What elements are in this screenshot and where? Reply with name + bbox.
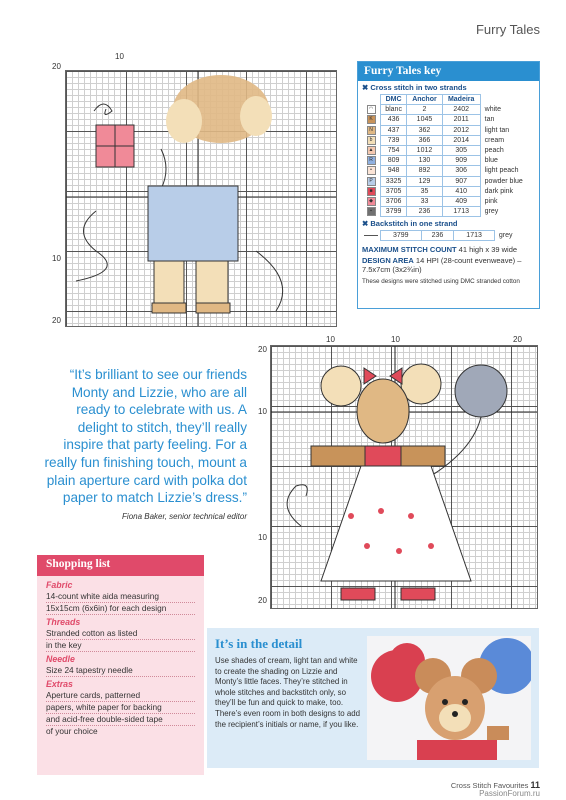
- table-row: ▪ 3799 236 1713 grey: [362, 207, 534, 217]
- chart2-tick-top-a: 10: [326, 335, 335, 344]
- chart2-tick-left-mid2: 10: [258, 533, 267, 542]
- shopping-list-title: Shopping list: [37, 555, 204, 576]
- backstitch-line-icon: [364, 235, 378, 236]
- extras-heading: Extras: [46, 679, 73, 689]
- key-table: [362, 94, 534, 217]
- table-row: 3799 236 1713 grey: [362, 231, 534, 241]
- cross-stitch-label: Cross stitch in two strands: [370, 83, 467, 92]
- table-row: • 948 892 306 light peach: [362, 166, 534, 176]
- thread-swatch-icon: R: [367, 156, 376, 165]
- table-row: b 739 366 2014 cream: [362, 135, 534, 145]
- key-title: Furry Tales key: [358, 62, 539, 81]
- backstitch-label: Backstitch in one strand: [370, 219, 458, 229]
- fabric-heading: Fabric: [46, 580, 73, 590]
- table-row: K 436 1045 2011 tan: [362, 115, 534, 125]
- shopping-list: Shopping list Fabric 14-count white aida measuring 15x15cm (6x6in) for each design Threads Stranded cotton as listed in the key Needle Size 24 tapestry needle Extras Aperture cards, patterned papers, white paper for backing and acid-free double-sided tape of your choice: [37, 555, 204, 775]
- detail-text: Use shades of cream, light tan and white to create the shading on Lizzie and Monty’s little faces. They’re stitched in whole stitches and backstitch only, so they’ll be fun and quick to make, too. There’s even room in both designs to add the recipient’s initials or name, if you like.: [215, 656, 361, 729]
- detail-panel: [207, 628, 539, 768]
- needle-heading: Needle: [46, 654, 75, 664]
- detail-title: It’s in the detail: [215, 636, 303, 651]
- thread-swatch-icon: P: [367, 177, 376, 186]
- chart1-tick-left-mid: 10: [52, 254, 61, 263]
- chart2-tick-top-c: 20: [513, 335, 522, 344]
- col-dmc: DMC: [381, 95, 407, 105]
- thread-swatch-icon: ◠: [367, 105, 376, 114]
- section-title: Furry Tales: [475, 22, 540, 37]
- lizzie-mouse-pattern: [271, 346, 537, 608]
- editor-quote: “It’s brilliant to see our friends Monty and Lizzie, who are all ready to celebrate with us. A delight to stitch, they’ll really inspire that party feeling. For a really fun finishing touch, mount a plain aperture card with polka dot paper to match Lizzie’s dress.”: [44, 367, 247, 506]
- design-area-value: 14 HPI (28-count evenweave) – 7.5x7cm (3x2¾in): [362, 256, 522, 275]
- cross-icon: ✖: [362, 83, 369, 92]
- thread-swatch-icon: •: [367, 166, 376, 175]
- max-stitch-value: 41 high x 39 wide: [458, 245, 518, 255]
- table-row: R 809 130 909 blue: [362, 156, 534, 166]
- thread-swatch-icon: ▲: [367, 146, 376, 155]
- stitched-photo: [367, 636, 531, 760]
- table-row: ▲ 754 1012 305 peach: [362, 145, 534, 155]
- chart2-tick-left-top: 20: [258, 345, 267, 354]
- table-row: ◆ 3706 33 409 pink: [362, 196, 534, 206]
- key-note: These designs were stitched using DMC stranded cotton: [362, 278, 520, 286]
- cross-icon: ✖: [362, 219, 369, 229]
- thread-swatch-icon: b: [367, 136, 376, 145]
- quote-credit: Fiona Baker, senior technical editor: [122, 512, 247, 521]
- chart1-tick-left-bot: 20: [52, 316, 61, 325]
- thread-swatch-icon: K: [367, 115, 376, 124]
- magazine-name: Cross Stitch Favourites: [450, 781, 529, 790]
- table-row: ■ 3705 35 410 dark pink: [362, 186, 534, 196]
- chart2-tick-left-mid: 10: [258, 407, 267, 416]
- stitched-mouse-image: [367, 636, 531, 760]
- watermark: PassionForum.ru: [479, 789, 540, 798]
- chart1-grid: [65, 70, 337, 327]
- table-row: ◠ blanc 2 2402 white: [362, 105, 534, 115]
- thread-swatch-icon: ■: [367, 187, 376, 196]
- chart1-tick-top: 10: [115, 52, 124, 61]
- threads-heading: Threads: [46, 617, 81, 627]
- thread-key: [357, 61, 540, 309]
- chart2-grid: [270, 345, 538, 609]
- design-area-label: DESIGN AREA: [362, 256, 414, 266]
- monty-mouse-pattern: [66, 71, 336, 326]
- max-stitch-label: MAXIMUM STITCH COUNT: [362, 245, 457, 255]
- col-anchor: Anchor: [407, 95, 443, 105]
- table-row: N 437 362 2012 light tan: [362, 125, 534, 135]
- backstitch-table: [362, 230, 534, 241]
- thread-swatch-icon: ◆: [367, 197, 376, 206]
- chart2-tick-top-b: 10: [391, 335, 400, 344]
- table-row: P 3325 129 907 powder blue: [362, 176, 534, 186]
- page-number: 11: [530, 780, 540, 790]
- thread-swatch-icon: N: [367, 126, 376, 135]
- chart1-tick-left-top: 20: [52, 62, 61, 71]
- thread-swatch-icon: ▪: [367, 207, 376, 216]
- col-madeira: Madeira: [442, 95, 480, 105]
- chart2-tick-left-bot: 20: [258, 596, 267, 605]
